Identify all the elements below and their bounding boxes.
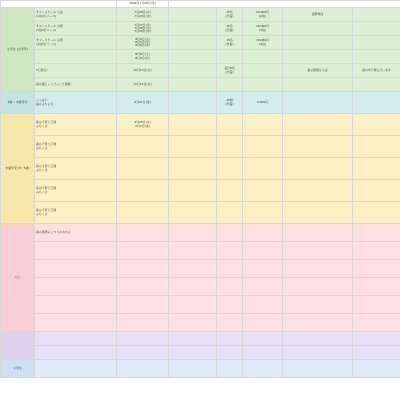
table-row <box>1 22 400 36</box>
program-cell: 森の子育て広場 みちくさ <box>35 136 117 158</box>
note-cell <box>353 22 400 36</box>
capacity-cell <box>217 180 243 202</box>
header-cell <box>1 1 117 8</box>
note-cell <box>353 180 400 202</box>
venue-cell <box>283 296 353 314</box>
program-cell: 森の子育て広場 みちくさ <box>35 114 117 136</box>
fee-cell <box>243 180 283 202</box>
fee-cell <box>243 78 283 92</box>
program-cell: 森の風とぃうどっこり探検 <box>35 78 117 92</box>
dates-cell <box>117 332 169 346</box>
fee-cell <box>243 136 283 158</box>
dates-cell <box>117 296 169 314</box>
program-cell: 森の子育て広場 みちくさ <box>35 158 117 180</box>
venue-cell <box>283 50 353 64</box>
dates-cell <box>117 278 169 296</box>
table-row <box>1 278 400 296</box>
fee-cell <box>243 158 283 180</box>
dates-cell: 8月4日(火) 8月5日(水) 8月6日(木) <box>117 36 169 50</box>
fee-cell <box>243 202 283 224</box>
time-cell <box>169 296 217 314</box>
capacity-cell <box>217 332 243 346</box>
note-cell <box>353 78 400 92</box>
table-row <box>1 180 400 202</box>
capacity-cell: 10組 (先着) <box>217 92 243 114</box>
note-cell <box>353 158 400 180</box>
capacity-cell: 15名 (先着) <box>217 36 243 50</box>
dates-cell <box>117 346 169 360</box>
table-row <box>1 36 400 50</box>
table-row <box>1 136 400 158</box>
fee-cell: 2,000円 <box>243 92 283 114</box>
dates-cell <box>117 180 169 202</box>
venue-cell <box>283 78 353 92</box>
dates-cell: 10月14日(火) <box>117 64 169 78</box>
capacity-cell <box>217 224 243 242</box>
program-cell: サマースクール 志賀 (3泊4日コース) <box>35 22 117 36</box>
dates-cell <box>117 242 169 260</box>
note-cell <box>353 260 400 278</box>
note-cell <box>353 136 400 158</box>
table-row <box>1 224 400 242</box>
capacity-cell <box>217 114 243 136</box>
time-cell <box>169 346 217 360</box>
venue-cell <box>283 346 353 360</box>
venue-cell <box>283 202 353 224</box>
fee-cell <box>243 278 283 296</box>
capacity-cell: 15名 (先着) <box>217 8 243 22</box>
note-cell <box>353 8 400 22</box>
fee-cell <box>243 260 283 278</box>
capacity-cell <box>217 260 243 278</box>
program-cell: 1日遊び! <box>35 64 117 78</box>
program-cell <box>35 296 117 314</box>
table-row <box>1 296 400 314</box>
venue-cell <box>283 22 353 36</box>
venue-cell <box>283 224 353 242</box>
dates-cell <box>117 360 169 378</box>
time-cell <box>169 360 217 378</box>
time-cell <box>169 260 217 278</box>
fee-cell <box>243 242 283 260</box>
time-cell <box>169 114 217 136</box>
note-cell <box>353 36 400 50</box>
venue-cell <box>283 314 353 332</box>
table-row <box>1 332 400 346</box>
venue-cell <box>283 260 353 278</box>
time-cell <box>169 64 217 78</box>
note-cell <box>353 114 400 136</box>
dates-cell <box>117 136 169 158</box>
program-cell <box>35 314 117 332</box>
capacity-cell: 15名 (先着) <box>217 22 243 36</box>
program-cell: サマースクール 大谷 (1泊2日コース) <box>35 8 117 22</box>
fee-cell <box>243 314 283 332</box>
note-cell <box>353 360 400 378</box>
section-label: 小学生 <box>1 360 35 378</box>
venue-cell: 長野県内 <box>283 8 353 22</box>
program-cell <box>35 346 117 360</box>
capacity-cell: 各日8名 (先着) <box>217 64 243 78</box>
time-cell <box>169 202 217 224</box>
table-row <box>1 78 400 92</box>
dates-cell: 8月8日(土) 8月9日(日) <box>117 50 169 64</box>
note-cell <box>353 278 400 296</box>
table-row <box>1 202 400 224</box>
fee-cell: 18,000円 (3泊) <box>243 22 283 36</box>
dates-cell <box>117 202 169 224</box>
note-cell <box>353 202 400 224</box>
table-row <box>1 346 400 360</box>
table-row <box>1 92 400 114</box>
section-label: 大人 <box>1 224 35 332</box>
note-cell <box>353 242 400 260</box>
dates-cell <box>117 314 169 332</box>
table-row <box>1 1 400 8</box>
venue-cell <box>283 332 353 346</box>
fee-cell <box>243 332 283 346</box>
note-cell <box>353 92 400 114</box>
time-cell <box>169 78 217 92</box>
capacity-cell <box>217 136 243 158</box>
capacity-cell <box>217 78 243 92</box>
dates-cell <box>117 158 169 180</box>
fee-cell <box>243 64 283 78</box>
dates-cell: 7月28日(火) 7月29日(水) <box>117 8 169 22</box>
note-cell <box>353 50 400 64</box>
note-cell <box>353 296 400 314</box>
program-cell <box>35 332 117 346</box>
section-label <box>1 332 35 360</box>
venue-cell <box>283 114 353 136</box>
venue-cell <box>283 242 353 260</box>
fee-cell <box>243 296 283 314</box>
time-cell <box>169 8 217 22</box>
venue-cell <box>283 92 353 114</box>
table-row <box>1 64 400 78</box>
note-cell <box>353 332 400 346</box>
program-cell <box>35 50 117 64</box>
dates-cell: 4月25日(木) 5月2日(金) <box>117 114 169 136</box>
program-cell: いっぱい 森のよちよち <box>35 92 117 114</box>
note-cell <box>353 346 400 360</box>
table-row <box>1 314 400 332</box>
fee-cell: 18,000円 (4泊) <box>243 36 283 50</box>
fee-cell <box>243 224 283 242</box>
capacity-cell <box>217 314 243 332</box>
time-cell <box>169 242 217 260</box>
time-cell <box>169 22 217 36</box>
capacity-cell <box>217 158 243 180</box>
venue-cell <box>283 158 353 180</box>
program-cell <box>35 360 117 378</box>
capacity-cell <box>217 346 243 360</box>
fee-cell <box>243 346 283 360</box>
dates-cell <box>117 224 169 242</box>
note-cell <box>353 314 400 332</box>
fee-cell <box>243 360 283 378</box>
program-cell: サマースクール 白馬 (4泊5日コース) <box>35 36 117 50</box>
note-cell <box>353 224 400 242</box>
note-cell: 森の中で遊んでいます <box>353 64 400 78</box>
time-cell <box>169 314 217 332</box>
time-cell <box>169 50 217 64</box>
time-cell <box>169 92 217 114</box>
capacity-cell <box>217 360 243 378</box>
table-row <box>1 260 400 278</box>
fee-cell <box>243 50 283 64</box>
time-cell <box>169 332 217 346</box>
dates-cell: 7月27日(月) 7月28日(火) 7月29日(水) <box>117 22 169 36</box>
program-cell: 森の子育て広場 みちくさ <box>35 180 117 202</box>
venue-cell <box>283 36 353 50</box>
dates-cell: 10月15日(水) <box>117 78 169 92</box>
venue-cell <box>283 136 353 158</box>
program-cell <box>35 278 117 296</box>
table-row <box>1 360 400 378</box>
time-cell <box>169 224 217 242</box>
capacity-cell <box>217 202 243 224</box>
dates-cell: 8月21日(金) <box>117 92 169 114</box>
capacity-cell <box>217 242 243 260</box>
capacity-cell <box>217 50 243 64</box>
time-cell <box>169 136 217 158</box>
table-row <box>1 114 400 136</box>
fee-cell <box>243 114 283 136</box>
program-cell: 森の子育て広場 みちくさ <box>35 202 117 224</box>
table-row <box>1 8 400 22</box>
venue-cell: 森の散策ひろば <box>283 64 353 78</box>
fee-cell: 15,000円 (2泊) <box>243 8 283 22</box>
time-cell <box>169 158 217 180</box>
venue-cell <box>283 278 353 296</box>
dates-cell <box>117 260 169 278</box>
time-cell <box>169 180 217 202</box>
capacity-cell <box>217 278 243 296</box>
section-label: 3歳〜 未就学児 <box>1 92 35 114</box>
date-header: 2026年1月20日(金) <box>117 1 169 8</box>
table-row <box>1 242 400 260</box>
program-cell: 森の見晴らしつりかかわる <box>35 224 117 242</box>
time-cell <box>169 278 217 296</box>
program-cell <box>35 260 117 278</box>
venue-cell <box>283 180 353 202</box>
section-label: 未就学児 (3〜5歳) <box>1 114 35 224</box>
table-row <box>1 50 400 64</box>
venue-cell <box>283 360 353 378</box>
header-cell <box>169 1 400 8</box>
capacity-cell <box>217 296 243 314</box>
time-cell <box>169 36 217 50</box>
table-row <box>1 158 400 180</box>
section-label: 小学生 (全学年) <box>1 8 35 92</box>
program-cell <box>35 242 117 260</box>
